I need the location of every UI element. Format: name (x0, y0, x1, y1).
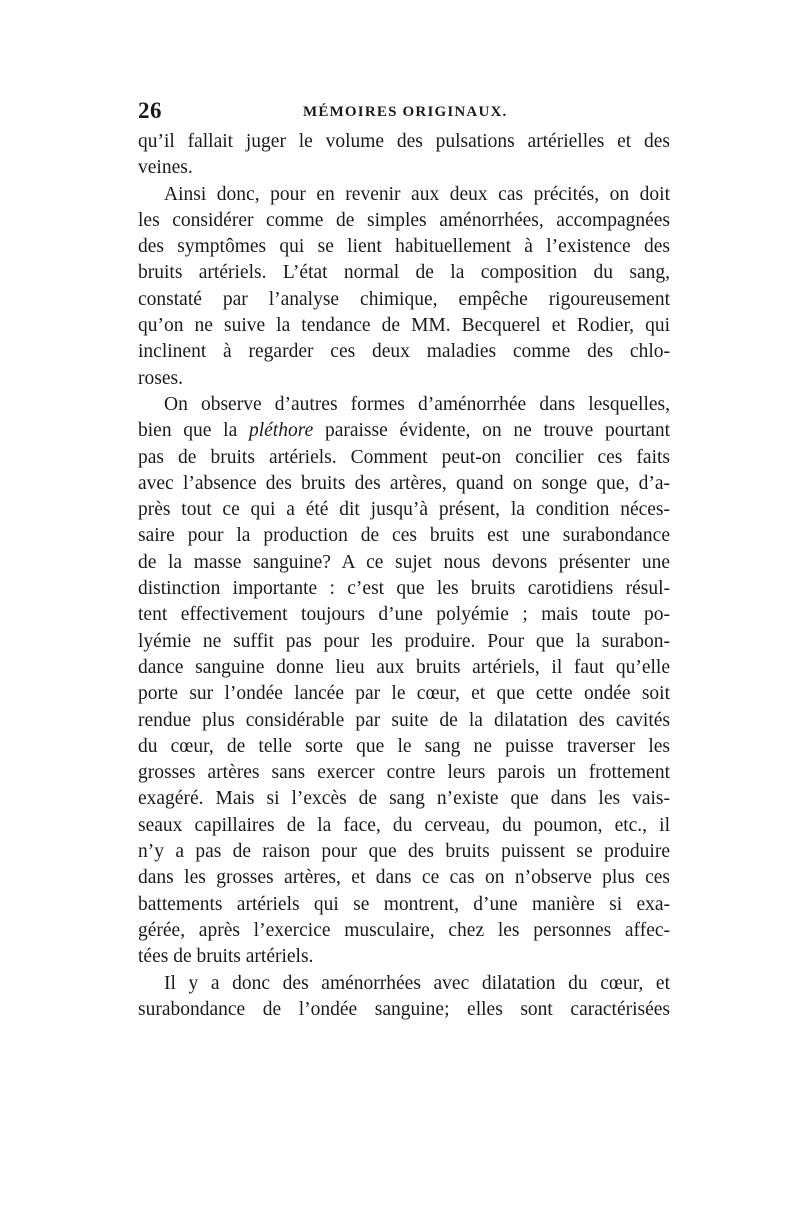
text-line: porte sur l’ondée lancée par le cœur, et que cette ondée soit (138, 683, 670, 705)
text-line: les considérer comme de simples aménorrhées, accompagnées (138, 209, 670, 231)
paragraph-first-line: Ainsi donc, pour en revenir aux deux cas précités, on doit (164, 183, 670, 205)
text-line: dance sanguine donne lieu aux bruits artériels, il faut qu’elle (138, 656, 670, 678)
text-line: constaté par l’analyse chimique, empêche rigoureusement (138, 288, 670, 310)
text-line: saire pour la production de ces bruits est une surabondance (138, 525, 670, 547)
text-line: dans les grosses artères, et dans ce cas on n’observe plus ces (138, 867, 670, 889)
text-line: rendue plus considérable par suite de la dilatation des cavités (138, 709, 670, 731)
text-line: surabondance de l’ondée sanguine; elles sont caractérisées (138, 998, 670, 1020)
text-line: gérée, après l’exercice musculaire, chez les personnes affec- (138, 919, 670, 941)
text-line: grosses artères sans exercer contre leurs parois un frottement (138, 762, 670, 784)
text-line: distinction importante : c’est que les bruits carotidiens résul- (138, 578, 670, 600)
text-line: exagéré. Mais si l’excès de sang n’existe que dans les vais- (138, 788, 670, 810)
running-title: MÉMOIRES ORIGINAUX. (303, 104, 508, 120)
text-line: bruits artériels. L’état normal de la composition du sang, (138, 262, 670, 284)
text-line-with-italic (138, 418, 670, 444)
text-line: avec l’absence des bruits des artères, quand on songe que, d’a- (138, 472, 670, 494)
text-line: des symptômes qui se lient habituellement à l’existence des (138, 236, 670, 258)
text-line: du cœur, de telle sorte que le sang ne puisse traverser les (138, 735, 670, 757)
text-line: seaux capillaires de la face, du cerveau, du poumon, etc., il (138, 814, 670, 836)
text-line: tées de bruits artériels. (138, 946, 314, 968)
text-line: n’y a pas de raison pour que des bruits puissent se produire (138, 841, 670, 863)
text-run: bien que la (138, 420, 249, 442)
text-run: paraisse évidente, on ne trouve pourtant (313, 420, 670, 442)
italic-term: pléthore (248, 420, 314, 442)
text-line: près tout ce qui a été dit jusqu’à présent, la condition néces- (138, 499, 670, 521)
text-line: qu’il fallait juger le volume des pulsations artérielles et des (138, 131, 670, 152)
text-line: tent effectivement toujours d’une polyémie ; mais toute po- (138, 604, 670, 626)
text-line: lyémie ne suffit pas pour les produire. Pour que la surabon- (138, 630, 670, 652)
text-line: qu’on ne suive la tendance de MM. Becquerel et Rodier, qui (138, 315, 670, 337)
text-line: veines. (138, 157, 193, 179)
page-number: 26 (138, 98, 162, 123)
running-head (138, 98, 670, 128)
body-text (138, 129, 670, 1023)
paragraph-first-line: Il y a donc des aménorrhées avec dilatation du cœur, et (164, 972, 670, 994)
text-line: roses. (138, 367, 183, 389)
text-line: battements artériels qui se montrent, d’une manière si exa- (138, 893, 670, 915)
text-line: pas de bruits artériels. Comment peut-on concilier ces faits (138, 446, 670, 468)
text-line: de la masse sanguine? A ce sujet nous devons présenter une (138, 551, 670, 573)
text-line: inclinent à regarder ces deux maladies comme des chlo- (138, 341, 670, 363)
paragraph-first-line: On observe d’autres formes d’aménorrhée dans lesquelles, (164, 393, 670, 415)
